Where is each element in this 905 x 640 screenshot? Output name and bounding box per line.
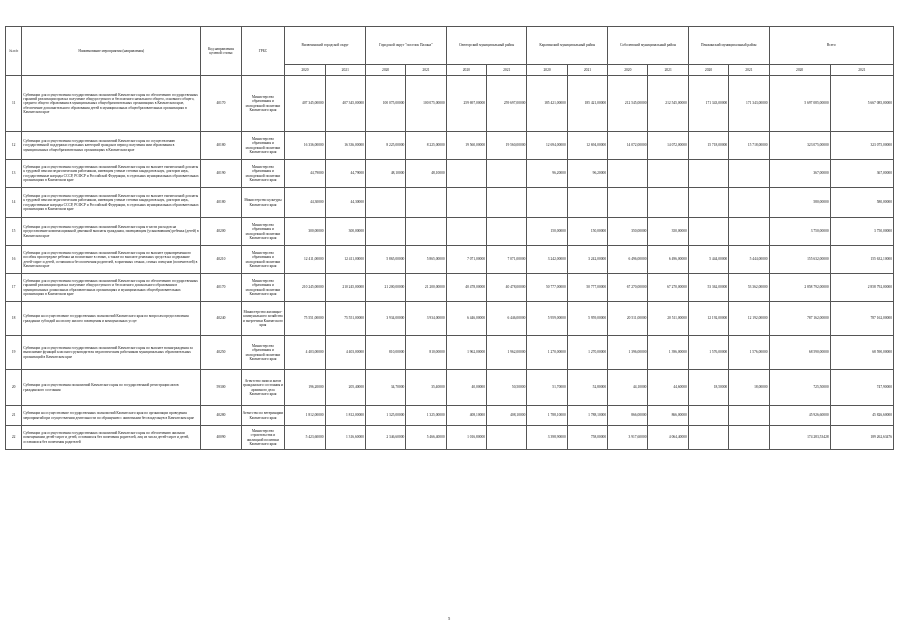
- measure-name: Субвенции для осуществления государственных полномочий Камчатского края по обеспечению жилыми помещениями детей-сирот и детей, оставшихся без попечения родителей, лиц из числа детей-сирот и детей, оставшихся без попечения родителей: [22, 426, 201, 450]
- amount-cell: 3 242,00000: [527, 246, 567, 274]
- amount-cell: 96,20000: [527, 160, 567, 188]
- amount-cell: 350,00000: [608, 218, 648, 246]
- amount-cell: [688, 188, 728, 218]
- measure-name: Субвенции для осуществления государственных полномочий Камчатского края по выплате ежемесячной доплаты к трудовой пенсии педагогическим работникам, имеющим ученые степени кандидатов наук, докторов наук, государственные награды СССР, РСФСР и Российской Федерации, в отдельных муниципальных образовательных организациях в Камчатском крае: [22, 160, 201, 188]
- amount-cell: 75 551,00000: [285, 302, 325, 336]
- amount-cell: 5 444,00000: [729, 246, 769, 274]
- amount-cell: 18,50000: [688, 370, 728, 406]
- year-header-6: 2020: [527, 65, 567, 76]
- amount-cell: 8 225,00000: [406, 132, 446, 160]
- table-row: [6, 188, 894, 218]
- table-row: [6, 218, 894, 246]
- amount-cell: 210 245,00000: [285, 274, 325, 302]
- amount-cell: 1 962,00000: [487, 336, 527, 370]
- col-header-district-3: Карагинский муниципальный район: [527, 27, 608, 65]
- amount-cell: [406, 188, 446, 218]
- amount-cell: 12 192,00000: [688, 302, 728, 336]
- amount-cell: 259 697,00000: [446, 76, 486, 132]
- col-header-grbs: ГРБС: [241, 27, 285, 76]
- amount-cell: 6 446,00000: [446, 302, 486, 336]
- amount-cell: 3 917,60000: [608, 426, 648, 450]
- amount-cell: 1 270,00000: [567, 336, 607, 370]
- col-header-district-4: Соболевский муниципальный район: [608, 27, 689, 65]
- table-row: [6, 274, 894, 302]
- amount-cell: 52,80000: [567, 370, 607, 406]
- amount-cell: 100 075,00000: [406, 76, 446, 132]
- amount-cell: 407 345,00000: [285, 76, 325, 132]
- amount-cell: 6 446,00000: [487, 302, 527, 336]
- total-cell: 787 162,00000: [769, 302, 830, 336]
- amount-cell: 171 343,00000: [688, 76, 728, 132]
- amount-cell: 50,50000: [487, 370, 527, 406]
- amount-cell: 100 075,00000: [365, 76, 405, 132]
- total-cell: 155 632,00000: [769, 246, 830, 274]
- total-cell: 580,00000: [769, 188, 830, 218]
- year-header-1: 2021: [325, 65, 365, 76]
- table-body: [6, 76, 894, 450]
- amount-cell: 6 496,00000: [608, 246, 648, 274]
- total-cell: 68 590,00000: [769, 336, 830, 370]
- amount-cell: 48,10000: [365, 160, 405, 188]
- measure-name: Субвенции на осуществление государственных полномочий Камчатского края по организации проведения мероприятий при осуществлении деятельности по обращению с животными без владельцев в Камчатском крае: [22, 406, 201, 426]
- table-row: [6, 406, 894, 426]
- amount-cell: [688, 218, 728, 246]
- amount-cell: [729, 188, 769, 218]
- total-cell: 2 858 792,00000: [830, 274, 893, 302]
- amount-cell: 19 560,00000: [487, 132, 527, 160]
- grbs-cell: Министерство образования и молодежной политики Камчатского края: [241, 160, 285, 188]
- amount-cell: 210 245,00000: [325, 274, 365, 302]
- amount-cell: 866,00000: [648, 406, 688, 426]
- amount-cell: [446, 218, 486, 246]
- year-header-0: 2020: [285, 65, 325, 76]
- target-code: 40280: [201, 406, 241, 426]
- amount-cell: [365, 218, 405, 246]
- year-header-8: 2020: [608, 65, 648, 76]
- amount-cell: 5 865,00000: [406, 246, 446, 274]
- amount-cell: 44,60000: [648, 370, 688, 406]
- amount-cell: 212 545,00000: [608, 76, 648, 132]
- year-header-4: 2020: [446, 65, 486, 76]
- row-number: 17: [6, 274, 22, 302]
- total-cell: 725,50000: [769, 370, 830, 406]
- target-code: 40170: [201, 76, 241, 132]
- measure-name: Субвенции для осуществления государственных полномочий Камчатского края в части расходов на предоставление компенсационной денежной выплаты гражданам, замещающим (усыновившим) ребенка (детей) в Камчатском крае: [22, 218, 201, 246]
- row-number: 11: [6, 76, 22, 132]
- total-cell: 367,00000: [769, 160, 830, 188]
- row-number: 13: [6, 160, 22, 188]
- total-cell: 323 075,00000: [830, 132, 893, 160]
- col-header-district-0: Вилючинский городской округ: [285, 27, 366, 65]
- year-header-2: 2020: [365, 65, 405, 76]
- measure-name: Субвенции для осуществления государственных полномочий Камчатского края по выплате единовременного пособия при передаче ребенка на воспитание в семью, а также по выплате денежных средств на содержание детей-сирот и детей, оставшихся без попечения родителей, в приемных семьях, семьях опекунов (попечителей) в Камчатском крае: [22, 246, 201, 274]
- amount-cell: 7 071,00000: [487, 246, 527, 274]
- amount-cell: 35,40000: [406, 370, 446, 406]
- amount-cell: 5 959,00000: [527, 302, 567, 336]
- year-header-13: 2021: [830, 65, 893, 76]
- grbs-cell: Министерство образования и молодежной политики Камчатского края: [241, 132, 285, 160]
- amount-cell: 171 343,00000: [729, 76, 769, 132]
- row-number: 19: [6, 336, 22, 370]
- amount-cell: 408,10000: [487, 406, 527, 426]
- year-header-10: 2020: [688, 65, 728, 76]
- amount-cell: [729, 426, 769, 450]
- row-number: 21: [6, 406, 22, 426]
- row-number: 15: [6, 218, 22, 246]
- amount-cell: 758,00000: [567, 426, 607, 450]
- amount-cell: [648, 188, 688, 218]
- col-header-no: № п/п: [6, 27, 22, 76]
- amount-cell: 5 423,60000: [285, 426, 325, 450]
- amount-cell: 1 788,10000: [567, 406, 607, 426]
- total-cell: 367,00000: [830, 160, 893, 188]
- amount-cell: 5 959,00000: [567, 302, 607, 336]
- measure-name: Субвенции для осуществления государственных полномочий Камчатского края по обеспечению государственных гарантий реализации прав на получение общедоступного и бесплатного начального общего, основного общего, среднего общего образования в муниципальных общеобразовательных организациях в Камчатском крае, обеспечение дополнительного образования детей в муниципальных общеобразовательных организациях в Камчатском крае: [22, 76, 201, 132]
- amount-cell: 14 072,00000: [648, 132, 688, 160]
- amount-cell: 44,79000: [325, 160, 365, 188]
- grbs-cell: Министерство образования и молодежной политики Камчатского края: [241, 246, 285, 274]
- amount-cell: 1 016,80000: [446, 426, 486, 450]
- amount-cell: 350,00000: [648, 218, 688, 246]
- row-number: 16: [6, 246, 22, 274]
- amount-cell: 12 192,00000: [729, 302, 769, 336]
- amount-cell: 4 403,00000: [325, 336, 365, 370]
- amount-cell: 1 962,00000: [446, 336, 486, 370]
- amount-cell: [608, 160, 648, 188]
- amount-cell: 34,70000: [365, 370, 405, 406]
- amount-cell: 50 777,00000: [567, 274, 607, 302]
- amount-cell: 810,00000: [406, 336, 446, 370]
- amount-cell: 1 788,10000: [527, 406, 567, 426]
- amount-cell: 3 934,00000: [406, 302, 446, 336]
- amount-cell: [527, 188, 567, 218]
- amount-cell: [487, 188, 527, 218]
- grbs-cell: Министерство культуры Камчатского края: [241, 188, 285, 218]
- amount-cell: 16 336,00000: [285, 132, 325, 160]
- amount-cell: 18,00000: [729, 370, 769, 406]
- target-code: 59300: [201, 370, 241, 406]
- target-code: 40180: [201, 132, 241, 160]
- target-code: 40240: [201, 302, 241, 336]
- amount-cell: 196,20000: [285, 370, 325, 406]
- table-row: [6, 336, 894, 370]
- amount-cell: [729, 406, 769, 426]
- grbs-cell: Министерство строительства и жилищной политики Камчатского края: [241, 426, 285, 450]
- amount-cell: 44,30000: [325, 188, 365, 218]
- total-cell: 3 750,00000: [830, 218, 893, 246]
- year-header-11: 2021: [729, 65, 769, 76]
- measure-name: Субвенции для осуществления государственных полномочий Камчатского края по выплате ежемесячной доплаты к трудовой пенсии педагогическим работникам, имеющим ученые степени кандидатов наук, докторов наук, государственные награды СССР, РСФСР и Российской Федерации, в отдельных муниципальных образовательных организациях в Камчатском крае: [22, 188, 201, 218]
- total-cell: 323 075,00000: [769, 132, 830, 160]
- amount-cell: 300,00000: [285, 218, 325, 246]
- total-cell: 747,90000: [830, 370, 893, 406]
- amount-cell: 7 071,00000: [446, 246, 486, 274]
- table-row: [6, 302, 894, 336]
- amount-cell: 4 064,40000: [648, 426, 688, 450]
- total-cell: 155 632,10000: [830, 246, 893, 274]
- amount-cell: 19 560,00000: [446, 132, 486, 160]
- amount-cell: 150,00000: [567, 218, 607, 246]
- total-cell: 174 283,53428: [769, 426, 830, 450]
- amount-cell: 2 346,60000: [365, 426, 405, 450]
- amount-cell: 20 511,00000: [608, 302, 648, 336]
- amount-cell: [487, 160, 527, 188]
- target-code: 40210: [201, 246, 241, 274]
- measure-name: Субвенции для осуществления государственных полномочий Камчатского края по выплате вознаграждения за выполнение функций классного руководителя педагогическим работникам муниципальных образовательных организаций в Камчатском крае: [22, 336, 201, 370]
- total-cell: 3 750,00000: [769, 218, 830, 246]
- amount-cell: 3 242,00000: [567, 246, 607, 274]
- target-code: 40190: [201, 160, 241, 188]
- year-header-5: 2021: [487, 65, 527, 76]
- amount-cell: [487, 218, 527, 246]
- amount-cell: 53 362,00000: [688, 274, 728, 302]
- row-number: 14: [6, 188, 22, 218]
- amount-cell: 67 270,00000: [608, 274, 648, 302]
- amount-cell: 40 478,00000: [446, 274, 486, 302]
- amount-cell: 14 072,00000: [608, 132, 648, 160]
- row-number: 18: [6, 302, 22, 336]
- grbs-cell: Министерство образования и молодежной политики Камчатского края: [241, 218, 285, 246]
- amount-cell: 1 325,00000: [365, 406, 405, 426]
- amount-cell: [648, 160, 688, 188]
- amount-cell: 212 545,00000: [648, 76, 688, 132]
- amount-cell: [446, 188, 486, 218]
- measure-name: Субвенции на осуществление государственных полномочий Камчатского края по вопросам предоставления гражданам субсидий на оплату жилого помещения и коммунальных услуг: [22, 302, 201, 336]
- col-header-district-5: Пенжинский муниципальный район: [688, 27, 769, 65]
- amount-cell: 44,79000: [285, 160, 325, 188]
- amount-cell: 20 511,00000: [648, 302, 688, 336]
- amount-cell: 4 403,00000: [285, 336, 325, 370]
- amount-cell: 21 200,00000: [365, 274, 405, 302]
- row-number: 20: [6, 370, 22, 406]
- target-code: 40170: [201, 274, 241, 302]
- total-cell: 580,00000: [830, 188, 893, 218]
- year-header-12: 2020: [769, 65, 830, 76]
- target-code: 40200: [201, 218, 241, 246]
- year-header-7: 2021: [567, 65, 607, 76]
- amount-cell: 1 576,00000: [729, 336, 769, 370]
- row-number: 12: [6, 132, 22, 160]
- amount-cell: 12 694,00000: [527, 132, 567, 160]
- table-row: [6, 426, 894, 450]
- amount-cell: 12 694,00000: [567, 132, 607, 160]
- amount-cell: 3 398,90000: [527, 426, 567, 450]
- total-cell: 45 826,60000: [830, 406, 893, 426]
- amount-cell: 1 396,00000: [608, 336, 648, 370]
- amount-cell: 44,10000: [608, 370, 648, 406]
- amount-cell: [729, 218, 769, 246]
- amount-cell: [446, 160, 486, 188]
- amount-cell: 75 551,00000: [325, 302, 365, 336]
- amount-cell: 5 865,00000: [365, 246, 405, 274]
- amount-cell: 40,00000: [446, 370, 486, 406]
- amount-cell: 205,40000: [325, 370, 365, 406]
- amount-cell: 408,10000: [446, 406, 486, 426]
- grbs-cell: Агентство записи актов гражданского состояния и архивного дела Камчатского края: [241, 370, 285, 406]
- amount-cell: 96,20000: [567, 160, 607, 188]
- amount-cell: 21 200,00000: [406, 274, 446, 302]
- amount-cell: 810,00000: [365, 336, 405, 370]
- amount-cell: 48,10000: [406, 160, 446, 188]
- amount-cell: 150,00000: [527, 218, 567, 246]
- table-row: [6, 132, 894, 160]
- amount-cell: 300,00000: [325, 218, 365, 246]
- amount-cell: [688, 406, 728, 426]
- amount-cell: 67 270,00000: [648, 274, 688, 302]
- amount-cell: [688, 426, 728, 450]
- amount-cell: 3 934,00000: [365, 302, 405, 336]
- target-code: 40090: [201, 426, 241, 450]
- col-header-code: Код направления целевой статьи: [201, 27, 241, 76]
- amount-cell: [567, 188, 607, 218]
- amount-cell: 6 496,00000: [648, 246, 688, 274]
- target-code: 40180: [201, 188, 241, 218]
- amount-cell: 50 777,00000: [527, 274, 567, 302]
- amount-cell: [729, 160, 769, 188]
- amount-cell: 407 345,00000: [325, 76, 365, 132]
- amount-cell: 1 396,00000: [648, 336, 688, 370]
- measure-name: Субвенции для осуществления государственных полномочий Камчатского края по обеспечению государственных гарантий реализации прав на получение общедоступного и бесплатного дошкольного образования в муниципальных дошкольных образовательных организациях и муниципальных общеобразовательных организациях в Камчатском крае: [22, 274, 201, 302]
- grbs-cell: Министерство образования и молодежной политики Камчатского края: [241, 274, 285, 302]
- col-header-district-1: Городской округ "поселок Палана": [365, 27, 446, 65]
- table-row: [6, 246, 894, 274]
- amount-cell: 259 697,00000: [487, 76, 527, 132]
- year-header-9: 2021: [648, 65, 688, 76]
- amount-cell: 51,70000: [527, 370, 567, 406]
- grbs-cell: Министерство жилищно-коммунального хозяйства и энергетики Камчатского края: [241, 302, 285, 336]
- row-number: 22: [6, 426, 22, 450]
- total-cell: 68 590,00000: [830, 336, 893, 370]
- amount-cell: [406, 218, 446, 246]
- amount-cell: [688, 160, 728, 188]
- amount-cell: 40 478,00000: [487, 274, 527, 302]
- amount-cell: 1 325,00000: [406, 406, 446, 426]
- amount-cell: 53 362,00000: [729, 274, 769, 302]
- amount-cell: 1 270,00000: [527, 336, 567, 370]
- amount-cell: 185 421,00000: [567, 76, 607, 132]
- grbs-cell: Агентство по ветеринарии Камчатского края: [241, 406, 285, 426]
- amount-cell: [365, 188, 405, 218]
- amount-cell: 12 411,00000: [325, 246, 365, 274]
- total-cell: 5 667 085,00000: [830, 76, 893, 132]
- total-cell: 2 858 792,00000: [769, 274, 830, 302]
- amount-cell: 1 576,00000: [688, 336, 728, 370]
- amount-cell: 16 336,00000: [325, 132, 365, 160]
- amount-cell: 866,00000: [608, 406, 648, 426]
- amount-cell: 15 718,00000: [729, 132, 769, 160]
- total-cell: 189 262,63476: [830, 426, 893, 450]
- header-row-1: [6, 27, 894, 65]
- measure-name: Субвенции для осуществления полномочий Камчатского края по государственной регистрации актов гражданского состояния: [22, 370, 201, 406]
- table-row: [6, 76, 894, 132]
- page-number: 5: [448, 616, 451, 621]
- amount-cell: 1 812,00000: [285, 406, 325, 426]
- measure-name: Субвенции для осуществления государственных полномочий Камчатского края по осуществлению государственной поддержки отдельных категорий граждан в период получения ими образования в муниципальных общеобразовательных организациях в Камчатском крае: [22, 132, 201, 160]
- amount-cell: 1 316,60000: [325, 426, 365, 450]
- target-code: 40250: [201, 336, 241, 370]
- amount-cell: 185 421,00000: [527, 76, 567, 132]
- amount-cell: 44,30000: [285, 188, 325, 218]
- col-header-total: Всего: [769, 27, 893, 65]
- amount-cell: 12 411,00000: [285, 246, 325, 274]
- year-header-3: 2021: [406, 65, 446, 76]
- amount-cell: 8 225,00000: [365, 132, 405, 160]
- total-cell: 5 697 085,00000: [769, 76, 830, 132]
- grbs-cell: Министерство образования и молодежной политики Камчатского края: [241, 76, 285, 132]
- total-cell: 45 926,60000: [769, 406, 830, 426]
- amount-cell: [608, 188, 648, 218]
- total-cell: 787 162,00000: [830, 302, 893, 336]
- table-row: [6, 160, 894, 188]
- amount-cell: 1 812,00000: [325, 406, 365, 426]
- amount-cell: 5 444,00000: [688, 246, 728, 274]
- grbs-cell: Министерство образования и молодежной политики Камчатского края: [241, 336, 285, 370]
- appendix-table: [5, 26, 894, 450]
- amount-cell: [487, 426, 527, 450]
- amount-cell: 15 718,00000: [688, 132, 728, 160]
- table-row: [6, 370, 894, 406]
- col-header-name: Наименование мероприятия (направления): [22, 27, 201, 76]
- amount-cell: 5 466,40000: [406, 426, 446, 450]
- col-header-district-2: Олюторский муниципальный район: [446, 27, 527, 65]
